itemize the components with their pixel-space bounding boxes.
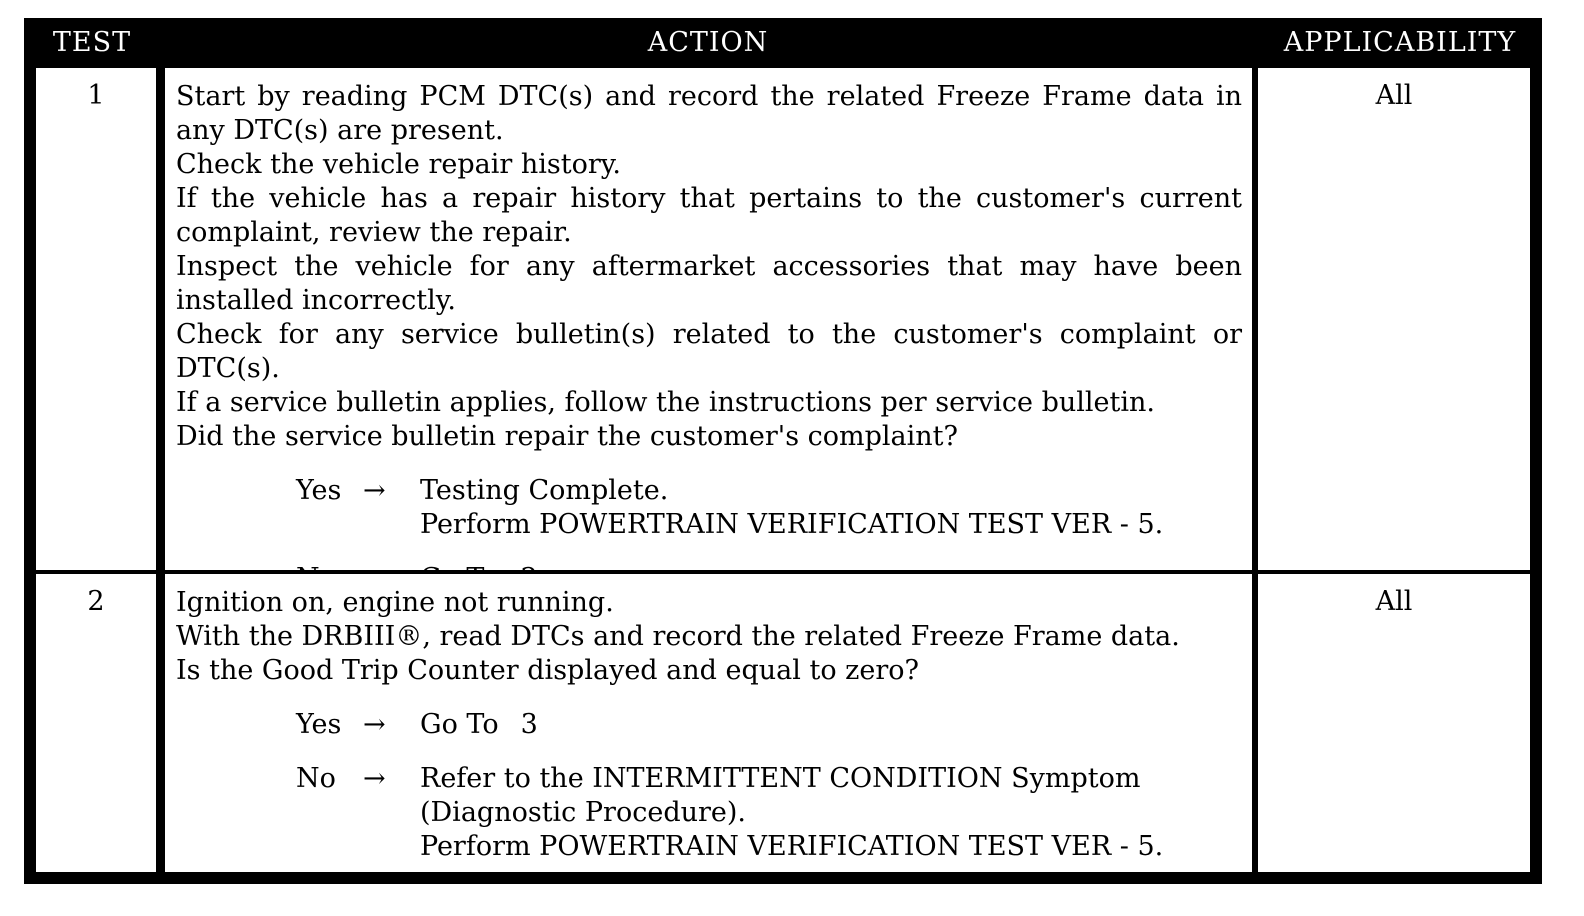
answer-text: Refer to the INTERMITTENT CONDITION Symptom (Diagnostic Procedure). xyxy=(420,763,1141,828)
answer-label: No xyxy=(296,763,336,794)
arrow-icon: → xyxy=(363,709,386,740)
applicability-value: All xyxy=(1375,586,1413,617)
answer-yes xyxy=(176,474,1242,542)
goto-text: Go To xyxy=(420,709,499,740)
test-number-cell xyxy=(36,68,156,570)
action-line: Check the vehicle repair history. xyxy=(176,149,621,180)
applicability-cell xyxy=(1258,574,1530,872)
arrow-icon: → xyxy=(363,475,386,506)
applicability-cell xyxy=(1258,68,1530,570)
test-number: 2 xyxy=(87,586,105,617)
action-cell xyxy=(165,574,1252,872)
goto-number: 3 xyxy=(520,709,538,740)
header-test: TEST xyxy=(52,27,132,58)
answer-label: Yes xyxy=(296,709,342,740)
table-header xyxy=(24,18,1542,68)
diagnostic-table xyxy=(24,18,1542,884)
action-cell xyxy=(165,68,1252,570)
action-line: If a service bulletin applies, follow the instructions per service bulletin. xyxy=(176,387,1155,418)
answer-label: Yes xyxy=(296,475,342,506)
action-line: With the DRBIII®, read DTCs and record the related Freeze Frame data. xyxy=(176,621,1180,652)
answer-no xyxy=(176,762,1242,864)
header-applicability: APPLICABILITY xyxy=(1283,27,1517,58)
action-line: Ignition on, engine not running. xyxy=(176,587,614,618)
test-number: 1 xyxy=(87,80,105,111)
action-line: Inspect the vehicle for any aftermarket accessories that may have been installed incorrectly. xyxy=(176,251,1242,316)
action-line: Did the service bulletin repair the customer's complaint? xyxy=(176,421,958,452)
action-line: Start by reading PCM DTC(s) and record the related Freeze Frame data in any DTC(s) are present. xyxy=(176,81,1242,146)
applicability-value: All xyxy=(1375,80,1413,111)
answer-text: Perform POWERTRAIN VERIFICATION TEST VER - 5. xyxy=(420,509,1164,540)
test-number-cell xyxy=(36,574,156,872)
arrow-icon: → xyxy=(363,763,386,794)
goto-link[interactable] xyxy=(420,708,1242,742)
action-line: Is the Good Trip Counter displayed and equal to zero? xyxy=(176,655,920,686)
header-action: ACTION xyxy=(647,27,769,58)
answer-text: Testing Complete. xyxy=(420,475,669,506)
action-line: Check for any service bulletin(s) related to the customer's complaint or DTC(s). xyxy=(176,319,1242,384)
answers-block xyxy=(176,708,1242,864)
answer-text: Perform POWERTRAIN VERIFICATION TEST VER - 5. xyxy=(420,831,1164,862)
action-line: If the vehicle has a repair history that pertains to the customer's current complaint, review the repair. xyxy=(176,183,1242,248)
answer-yes xyxy=(176,708,1242,742)
